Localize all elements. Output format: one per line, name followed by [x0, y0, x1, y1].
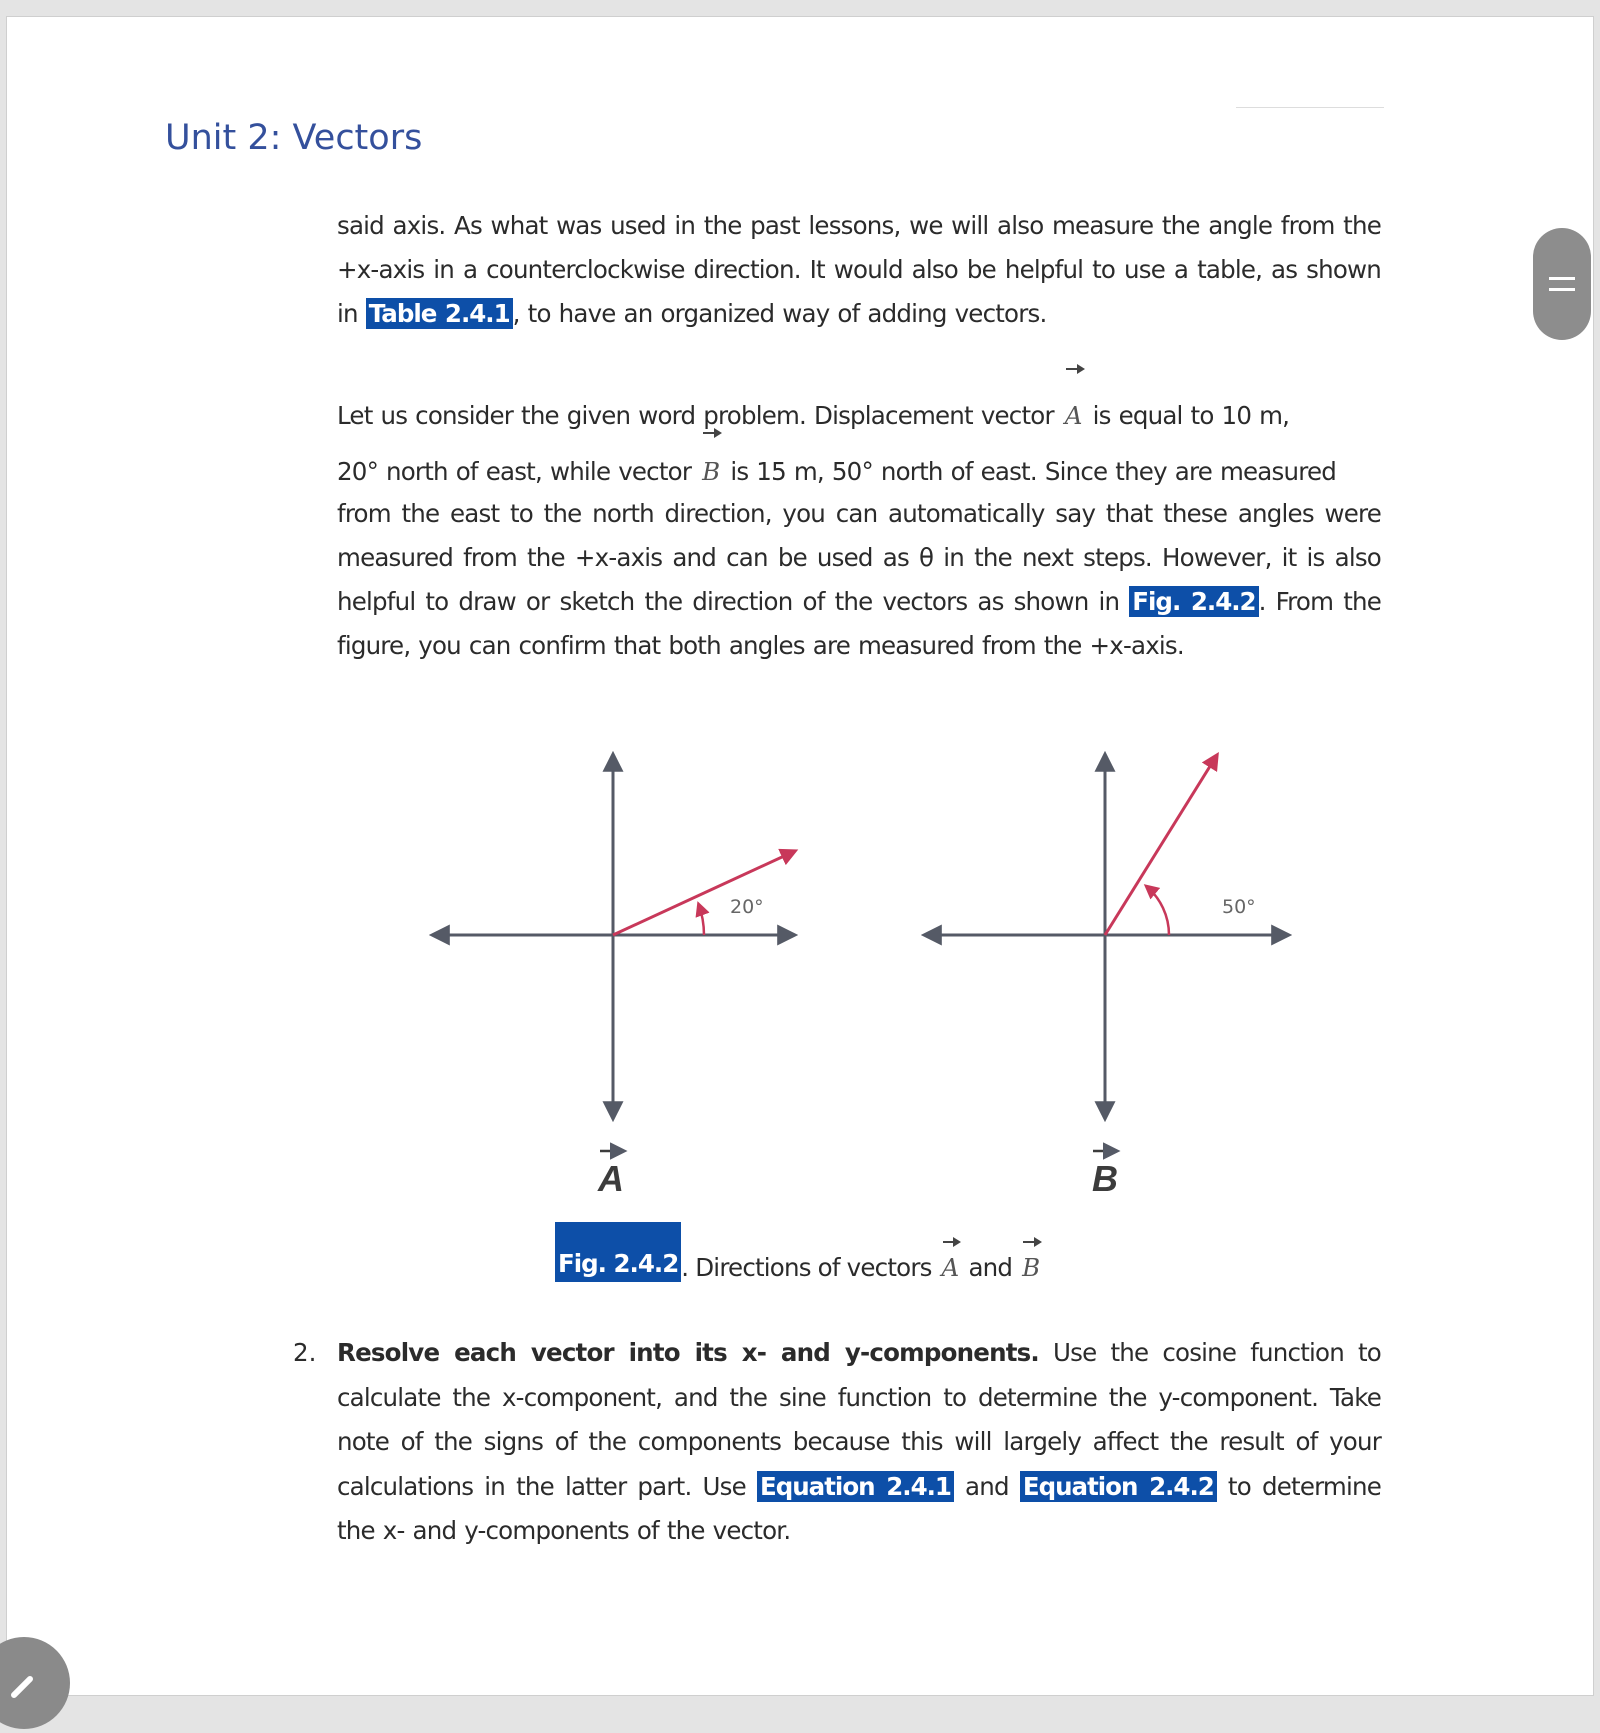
step-2-text-3: to determine the x- and y-components of the vector.: [337, 1471, 1382, 1545]
fig-2-4-2-link[interactable]: Fig. 2.4.2: [1129, 586, 1258, 617]
angle-a-label: 20°: [730, 896, 764, 918]
pencil-icon: [0, 1637, 70, 1729]
vector-b-symbol: B: [699, 444, 722, 500]
step-2-paragraph: [337, 1331, 1381, 1554]
angle-a-arc: [699, 904, 705, 935]
caption-vector-a: A: [939, 1253, 962, 1282]
equation-2-4-2-link[interactable]: Equation 2.4.2: [1020, 1471, 1217, 1502]
para2-text-4: is 15 m, 50° north of east. Since they are measured: [722, 457, 1336, 486]
para1-text-before: said axis. As what was used in the past lessons, we will also measure the angle from the +x-axis in a counterclockwise direction. It would also be helpful to use a table, as shown in: [337, 211, 1381, 328]
fig-2-4-2-caption-link[interactable]: Fig. 2.4.2: [555, 1222, 681, 1282]
grip-line-bottom: [1549, 288, 1575, 291]
vector-b-arrow: [1105, 755, 1217, 935]
para2-text-6: . From the figure, you can confirm that both angles are measured from the +x-axis.: [337, 587, 1382, 660]
grip-line-top: [1549, 277, 1575, 280]
caption-and: and: [961, 1253, 1020, 1282]
unit-title: Unit 2: Vectors: [165, 118, 423, 158]
equation-2-4-1-link[interactable]: Equation 2.4.1: [757, 1471, 954, 1502]
vector-a-symbol: A: [1062, 380, 1085, 452]
step-2-text-1: Use the cosine function to calculate the x-component, and the sine function to determine the y-component. Take note of the signs of the components because this will largely affect the result of your calculations in the latter part. Use: [337, 1338, 1381, 1501]
para2-text-3: 20° north of east, while vector: [337, 457, 700, 486]
step-2-heading: Resolve each vector into its x- and y-components.: [337, 1338, 1039, 1367]
para2-text-1: Let us consider the given word problem. Displacement vector: [337, 401, 1062, 430]
step-2-text-2: and: [953, 1471, 1020, 1501]
scroll-handle[interactable]: [1533, 228, 1591, 340]
caption-text: . Directions of vectors: [681, 1253, 939, 1282]
angle-b-arc: [1146, 886, 1169, 935]
para2-text-5: from the east to the north direction, you can automatically say that these angles were measured from the +x-axis and can be used as θ in the next steps. However, it is also helpful to draw or sketch the direction of the vectors as shown in: [337, 499, 1381, 616]
vector-b-label: B: [1092, 1158, 1118, 1199]
table-2-4-1-link[interactable]: Table 2.4.1: [366, 298, 513, 329]
step-number: 2.: [293, 1338, 317, 1367]
edit-pencil-button[interactable]: [0, 1637, 70, 1729]
figure-caption: [555, 1222, 1042, 1282]
para2-text-2: is equal to 10 m,: [1084, 401, 1290, 430]
caption-vector-b: B: [1019, 1253, 1042, 1282]
angle-b-label: 50°: [1222, 896, 1256, 918]
para1-text-after: , to have an organized way of adding vectors.: [512, 299, 1047, 328]
vector-a-label: A: [598, 1158, 624, 1199]
